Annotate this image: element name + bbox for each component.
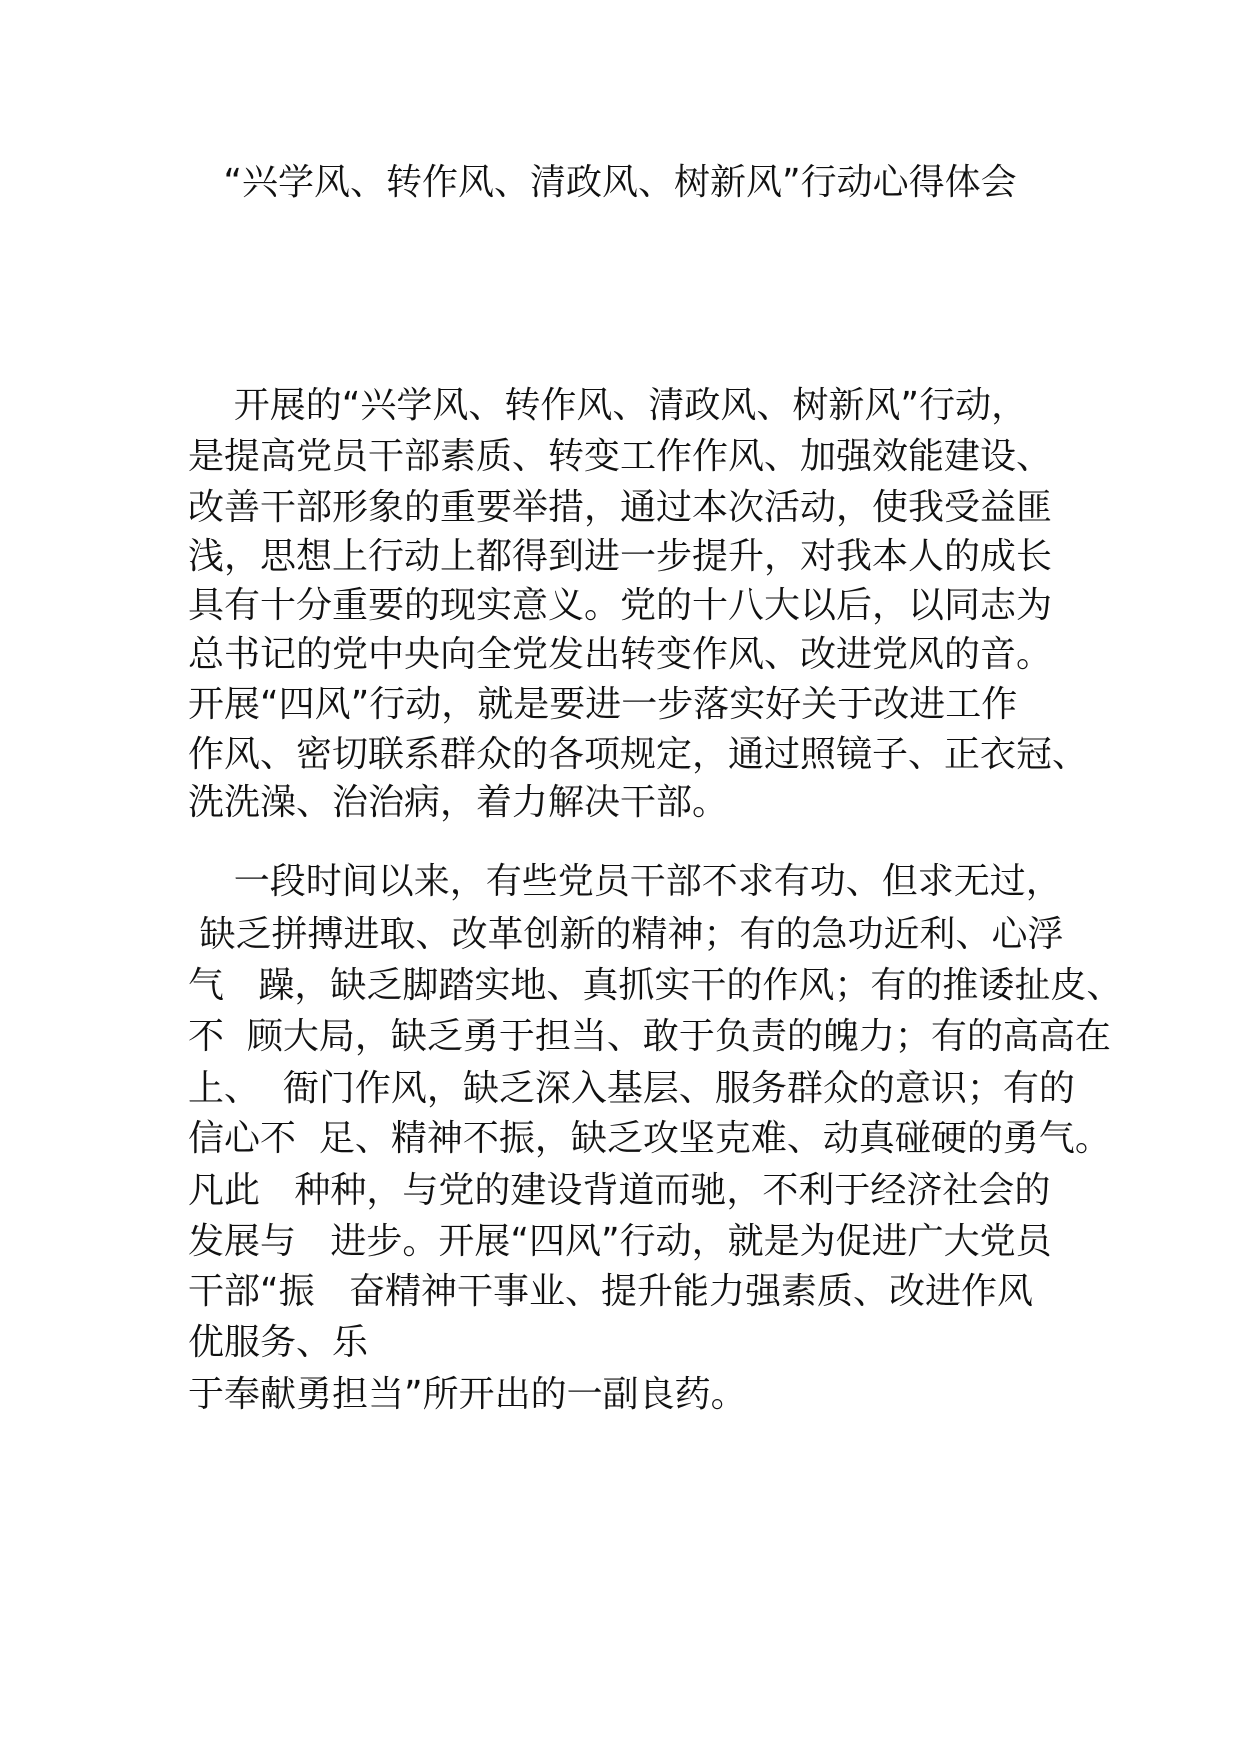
paragraph-line: 是提高党员干部素质、转变工作作风、加强效能建设、 xyxy=(188,436,1053,477)
document-title: “兴学风、转作风、清政风、树新风”行动心得体会 xyxy=(223,162,1017,203)
paragraph-line: 开展“四风”行动，就是要进一步落实好关于改进工作 xyxy=(188,684,1018,725)
paragraph-line: 作风、密切联系群众的各项规定，通过照镜子、正衣冠、 xyxy=(188,734,1089,775)
paragraph-line: 具有十分重要的现实意义。党的十八大以后，以同志为 xyxy=(188,585,1053,626)
paragraph-line: 上、 衙门作风，缺乏深入基层、服务群众的意识；有的 xyxy=(188,1068,1075,1109)
paragraph-line: 信心不 足、精神不振，缺乏攻坚克难、动真碰硬的勇气。 xyxy=(188,1118,1111,1159)
paragraph-line: 改善干部形象的重要举措，通过本次活动，使我受益匪 xyxy=(188,487,1053,528)
paragraph-line: 开展的“兴学风、转作风、清政风、树新风”行动， xyxy=(188,385,1028,426)
paragraph-line: 于奉献勇担当”所开出的一副良药。 xyxy=(188,1374,747,1415)
paragraph-line: 总书记的党中央向全党发出转变作风、改进党风的音。 xyxy=(188,634,1053,675)
paragraph-line: 不 顾大局，缺乏勇于担当、敢于负责的魄力；有的高高在 xyxy=(188,1016,1111,1057)
paragraph-line: 洗洗澡、治治病，着力解决干部。 xyxy=(188,782,729,823)
paragraph-line: 浅，思想上行动上都得到进一步提升，对我本人的成长 xyxy=(188,536,1053,577)
paragraph-line: 缺乏拼搏进取、改革创新的精神；有的急功近利、心浮 xyxy=(188,914,1064,955)
paragraph-line: 发展与 进步。开展“四风”行动，就是为促进广大党员 xyxy=(188,1221,1052,1262)
paragraph-line: 干部“振 奋精神干事业、提升能力强素质、改进作风 xyxy=(188,1271,1033,1312)
paragraph-line: 优服务、乐 xyxy=(188,1322,369,1363)
paragraph-line: 凡此 种种，与党的建设背道而驰，不利于经济社会的 xyxy=(188,1170,1051,1211)
paragraph-line: 一段时间以来，有些党员干部不求有功、但求无过， xyxy=(188,861,1062,902)
paragraph-line: 气 躁，缺乏脚踏实地、真抓实干的作风；有的推诿扯皮、 xyxy=(188,965,1123,1006)
